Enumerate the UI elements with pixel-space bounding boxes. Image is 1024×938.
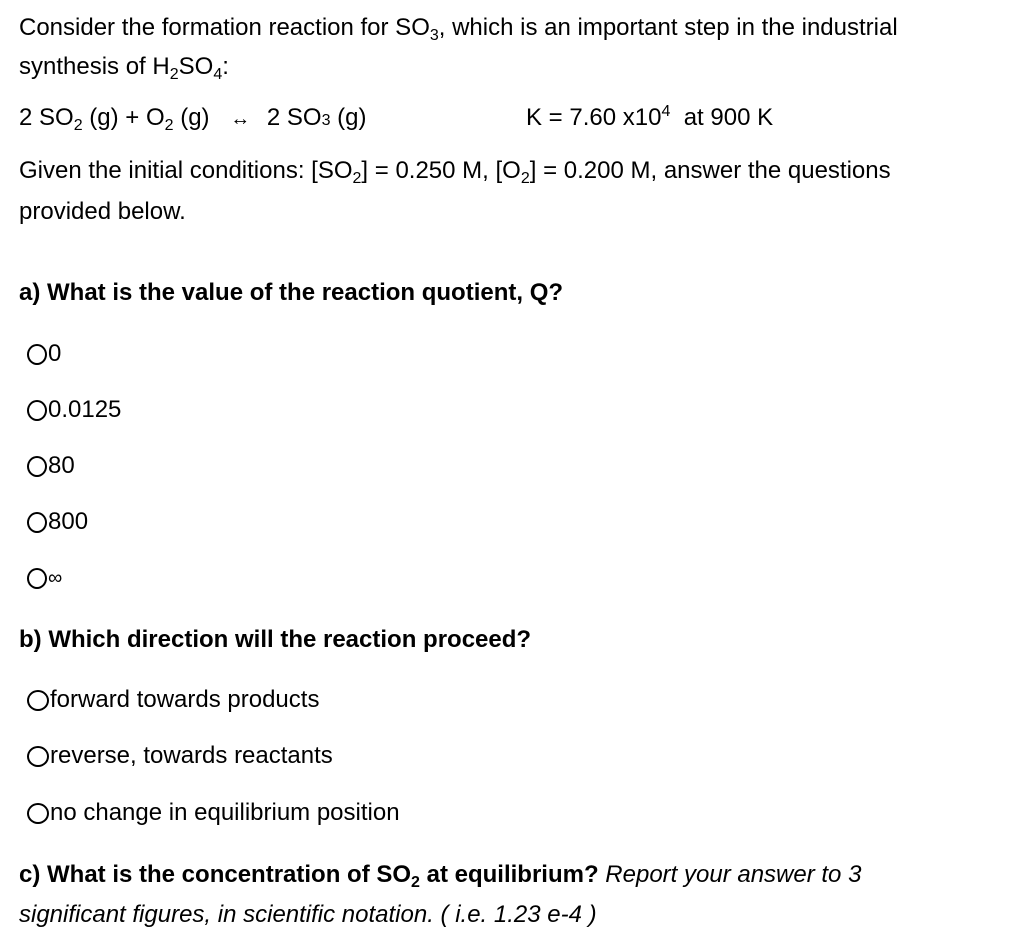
radio-button-icon[interactable] (27, 344, 47, 365)
radio-button-icon[interactable] (27, 690, 49, 711)
radio-button-icon[interactable] (27, 512, 47, 533)
radio-button-icon[interactable] (27, 803, 49, 824)
question-a-label: a) What is the value of the reaction quotient, Q? (19, 279, 564, 306)
equilibrium-arrow-icon: ↔ (230, 108, 251, 130)
option-no-change[interactable]: no change in equilibrium position (27, 799, 400, 827)
intro-line-1: Consider the formation reaction for $SO_3$, which is an important step in the industrial (19, 14, 898, 44)
option-forward[interactable]: forward towards products (27, 686, 319, 714)
option-q-80[interactable]: 80 (27, 452, 75, 480)
question-b-label: b) Which direction will the reaction proceed? (19, 626, 532, 653)
intro-line-2: synthesis of $H_2SO_4$: (19, 53, 229, 83)
reaction-equation: 2 $SO_2$ $(g) + O_2$ (g) ↔ 2 SO3 (g) (19, 104, 367, 134)
option-q-0-0125[interactable]: 0.0125 (27, 396, 121, 424)
option-q-800[interactable]: 800 (27, 508, 88, 536)
initial-conditions-line-1: Given the initial conditions: $[SO_2] = 0.250$ M, $[O_2] = 0.200$ M, answer the questions (19, 157, 891, 187)
radio-button-icon[interactable] (27, 746, 49, 767)
option-q-infinity[interactable]: ∞ (27, 564, 62, 592)
equilibrium-constant: K = 7.60 $x10^4$ at 900 K (526, 103, 774, 131)
initial-conditions-line-2: provided below. (19, 198, 186, 225)
option-q-0[interactable]: 0 (27, 340, 61, 368)
radio-button-icon[interactable] (27, 400, 47, 421)
radio-button-icon[interactable] (27, 456, 47, 477)
question-c-line-1: c) What is the concentration of $SO_2$ at equilibrium? Report your answer to 3 (19, 861, 862, 891)
radio-button-icon[interactable] (27, 568, 47, 589)
question-c-line-2: significant figures, in scientific notation. ( i.e. 1.23 e-4 ) (19, 901, 597, 928)
option-reverse[interactable]: reverse, towards reactants (27, 742, 333, 770)
